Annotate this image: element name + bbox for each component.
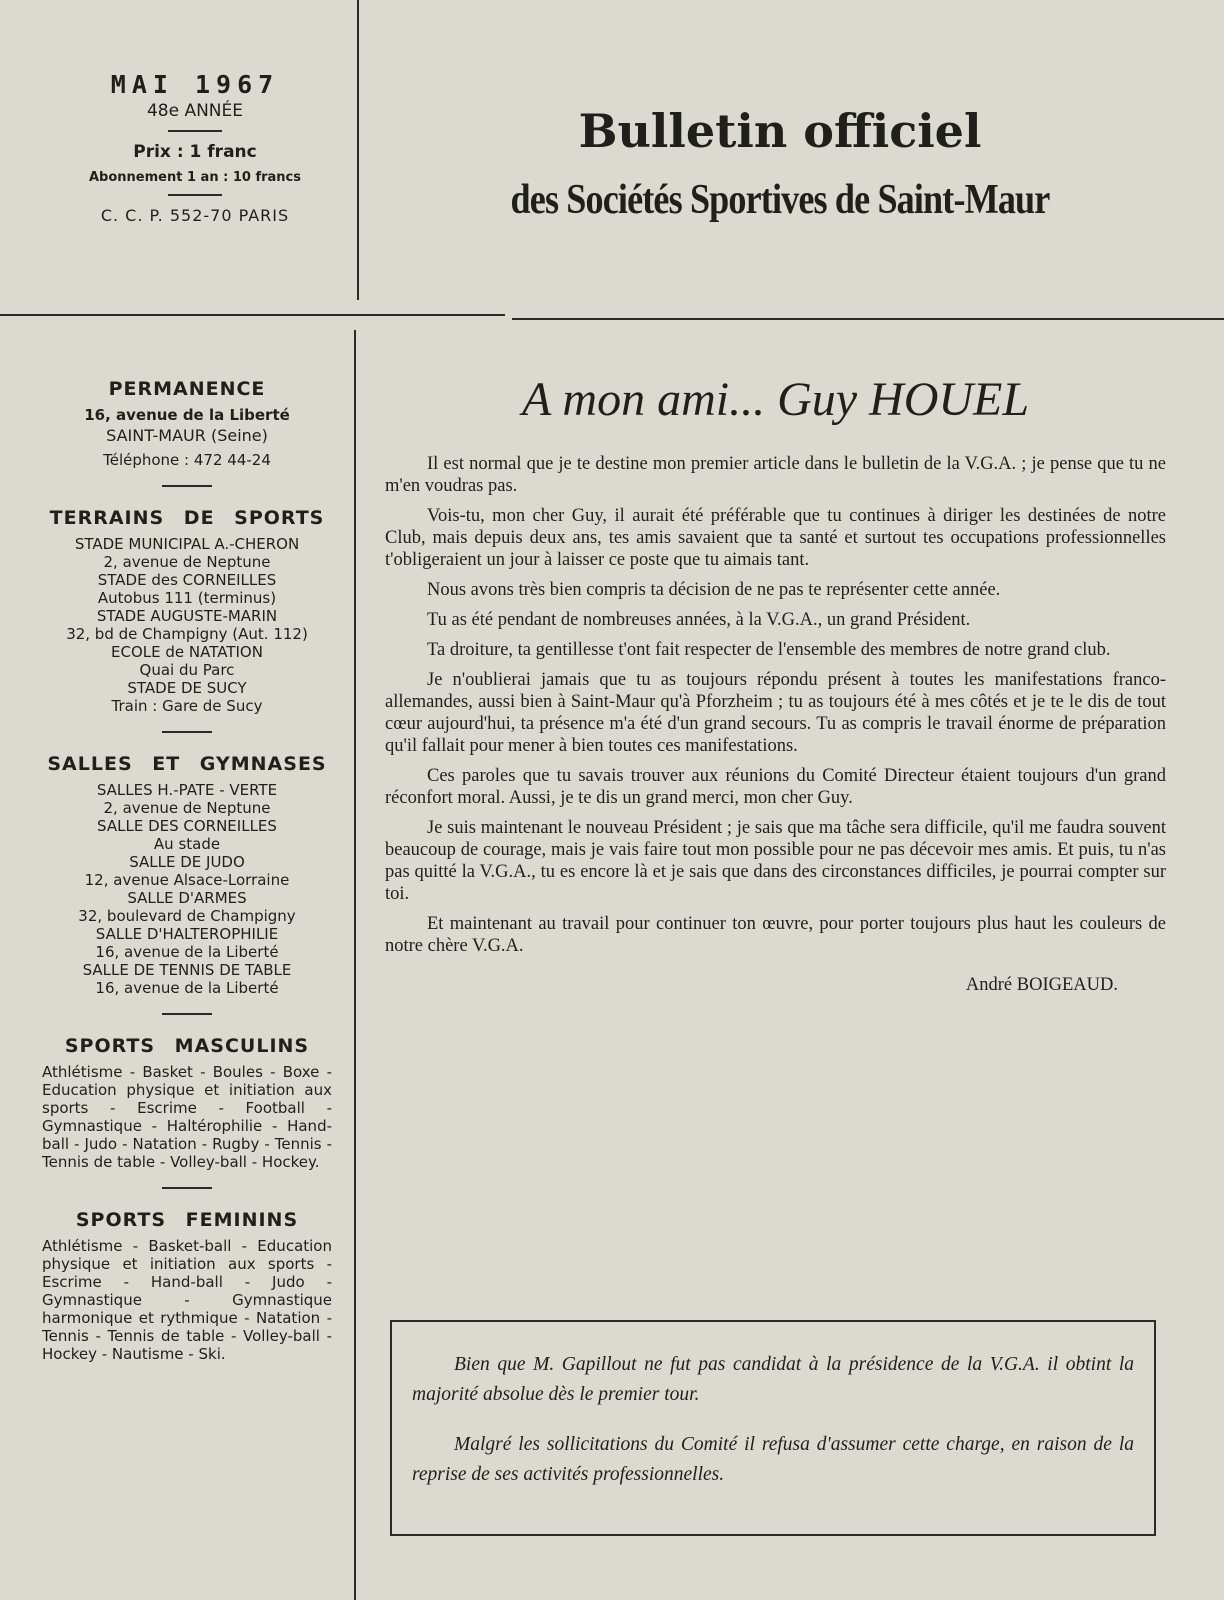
paragraph: Malgré les sollicitations du Comité il refusa d'assumer cette charge, en raison de la reprise de ses activités professionnelles.	[412, 1434, 1134, 1485]
sidebar-list-line: 2, avenue de Neptune	[103, 799, 271, 817]
article	[385, 372, 1166, 996]
sidebar-list-line: Quai du Parc	[139, 661, 235, 679]
article-body	[385, 453, 1166, 957]
sidebar-separator	[162, 1013, 212, 1015]
subscription-price: Abonnement 1 an : 10 francs	[89, 170, 301, 185]
sidebar-list-line: STADE MUNICIPAL A.-CHERON	[74, 535, 300, 553]
terrains-section	[42, 507, 332, 715]
paragraph: Bien que M. Gapillout ne fut pas candidat à la présidence de la V.G.A. il obtint la majorité absolue dès le premier tour.	[412, 1354, 1134, 1405]
sidebar-list-line: STADE AUGUSTE-MARIN	[96, 607, 278, 625]
issue-date: MAI 1967	[110, 70, 280, 99]
terrains-heading: TERRAINS DE SPORTS	[49, 507, 325, 529]
sidebar	[42, 378, 332, 1371]
sidebar-list-line: 16, avenue de la Liberté	[95, 979, 279, 997]
masthead-separator	[168, 130, 222, 132]
salles-section	[42, 753, 332, 997]
permanence-section	[42, 378, 332, 469]
sidebar-list-line: 2, avenue de Neptune	[103, 553, 271, 571]
permanence-phone: Téléphone : 472 44-24	[103, 451, 271, 469]
sidebar-separator	[162, 1187, 212, 1189]
sidebar-list-line: SALLE D'HALTEROPHILIE	[95, 925, 279, 943]
paragraph: Vois-tu, mon cher Guy, il aurait été préférable que tu continues à diriger les destinées de notre Club, mais depuis deux ans, tes amis savaient que ta santé et surtout tes occupations professionnelles t'obligeraient un jour à laisser ce poste que tu aimais tant.	[385, 506, 1166, 570]
sidebar-list-line: SALLES H.-PATE - VERTE	[96, 781, 278, 799]
sidebar-separator	[162, 485, 212, 487]
issue-year: 48e ANNÉE	[146, 101, 244, 121]
feminins-heading: SPORTS FEMININS	[75, 1209, 299, 1231]
paragraph: Ces paroles que tu savais trouver aux réunions du Comité Directeur étaient toujours d'un grand réconfort moral. Aussi, je te dis un grand merci, mon cher Guy.	[385, 766, 1166, 808]
paragraph: Ta droiture, ta gentillesse t'ont fait respecter de l'ensemble des membres de notre grand club.	[427, 640, 1111, 660]
paragraph: Tu as été pendant de nombreuses années, à la V.G.A., un grand Président.	[427, 610, 971, 630]
paragraph: Je suis maintenant le nouveau Président ; je sais que ma tâche sera difficile, qu'il me faudra souvent beaucoup de courage, mais je vais faire tout mon possible pour ne pas décevoir mes amis. Et puis, tu n'as pas quitté la V.G.A., tu es encore là et je sais que dans des circonstances difficiles, je pourrai compter sur toi.	[385, 818, 1166, 904]
masculins-text: Athlétisme - Basket - Boules - Boxe - Education physique et initiation aux sports - Escrime - Football - Gymnastique - Haltérophilie - Hand-ball - Judo - Natation - Rugby - Tennis - Tennis de table - Volley-ball - Hockey.	[42, 1063, 332, 1171]
note-body	[412, 1350, 1134, 1490]
title-line-1: Bulletin officiel	[578, 104, 982, 158]
title-line-2: des Sociétés Sportives de Saint-Maur	[510, 177, 1050, 223]
article-title: A mon ami... Guy HOUEL	[521, 373, 1030, 426]
sidebar-list-line: SALLE DE JUDO	[129, 853, 245, 871]
article-signature: André BOIGEAUD.	[965, 975, 1118, 995]
sidebar-separator	[162, 731, 212, 733]
sidebar-list-line: ECOLE de NATATION	[111, 643, 263, 661]
sidebar-list-line: SALLE D'ARMES	[127, 889, 247, 907]
permanence-address: 16, avenue de la Liberté	[84, 406, 290, 424]
paragraph: Je n'oublierai jamais que tu as toujours répondu présent à toutes les manifestations franco-allemandes, aussi bien à Saint-Maur qu'à Pforzheim ; tu as toujours été à mes côtés et je te le dis de tout cœur aujourd'hui, ta présence m'a été d'un grand secours. Tu as compris le travail énorme de préparation qu'il fallait pour mener à bien toutes ces manifestations.	[385, 670, 1166, 756]
paragraph: Nous avons très bien compris ta décision de ne pas te représenter cette année.	[427, 580, 1001, 600]
bulletin-title	[360, 104, 1200, 224]
sidebar-list-line: 32, bd de Champigny (Aut. 112)	[66, 625, 308, 643]
paragraph: Et maintenant au travail pour continuer ton œuvre, pour porter toujours plus haut les couleurs de notre chère V.G.A.	[385, 914, 1166, 956]
sidebar-list-line: STADE DE SUCY	[127, 679, 247, 697]
sidebar-list-line: 12, avenue Alsace-Lorraine	[84, 871, 290, 889]
masculins-section	[42, 1035, 332, 1171]
feminins-text: Athlétisme - Basket-ball - Education physique et initiation aux sports - Escrime - Hand-ball - Judo - Gymnastique - Gymnastique harmonique et rythmique - Natation - Tennis - Tennis de table - Volley-ball - Hockey - Nautisme - Ski.	[42, 1237, 332, 1363]
note-box	[390, 1320, 1156, 1536]
terrains-list	[42, 535, 332, 715]
salles-heading: SALLES ET GYMNASES	[47, 753, 327, 775]
column-divider	[354, 330, 356, 1600]
permanence-heading: PERMANENCE	[108, 378, 266, 400]
sidebar-list-line: SALLE DES CORNEILLES	[97, 817, 277, 835]
sidebar-list-line: 32, boulevard de Champigny	[78, 907, 296, 925]
feminins-section	[42, 1209, 332, 1363]
masthead-separator	[168, 194, 222, 196]
masthead-divider-vertical	[357, 0, 359, 300]
sidebar-list-line: 16, avenue de la Liberté	[95, 943, 279, 961]
sidebar-list-line: STADE des CORNEILLES	[97, 571, 277, 589]
masculins-heading: SPORTS MASCULINS	[64, 1035, 310, 1057]
sidebar-list-line: Autobus 111 (terminus)	[97, 589, 277, 607]
salles-list	[42, 781, 332, 997]
issue-price: Prix : 1 franc	[133, 142, 257, 162]
permanence-city: SAINT-MAUR (Seine)	[106, 426, 268, 445]
postal-account: C. C. P. 552-70 PARIS	[100, 206, 290, 225]
masthead-rule-right	[512, 318, 1224, 320]
masthead-rule-left	[0, 314, 505, 316]
paragraph: Il est normal que je te destine mon premier article dans le bulletin de la V.G.A. ; je pense que tu ne m'en voudras pas.	[385, 454, 1166, 496]
sidebar-list-line: SALLE DE TENNIS DE TABLE	[82, 961, 292, 979]
masthead-info	[40, 70, 350, 225]
sidebar-list-line: Au stade	[153, 835, 221, 853]
sidebar-list-line: Train : Gare de Sucy	[111, 697, 263, 715]
